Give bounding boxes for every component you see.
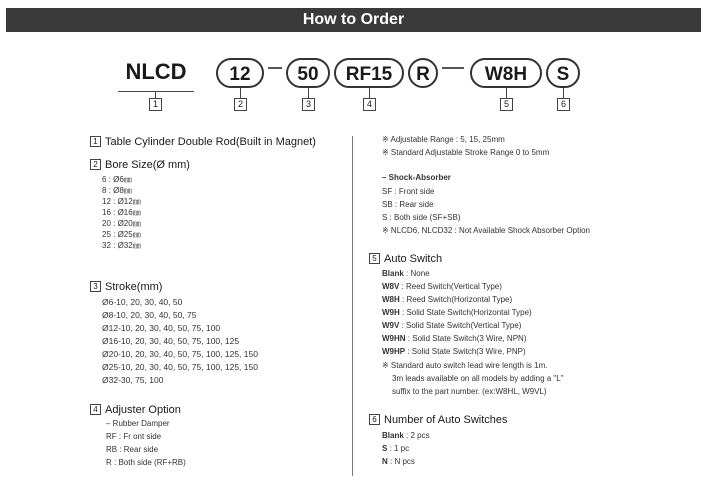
bore-item: 6 : Ø6㎜ xyxy=(102,175,132,184)
connector-5 xyxy=(506,88,507,98)
switch-item xyxy=(382,308,532,318)
switch-item xyxy=(382,282,502,292)
switch-desc: : Reed Switch(Horizontal Type) xyxy=(399,295,513,304)
switch-item xyxy=(382,321,521,331)
qty-desc: : 1 pc xyxy=(387,444,410,453)
switch-note: 3m leads available on all models by adding a "L" xyxy=(392,374,564,383)
switch-item xyxy=(382,295,512,305)
bore-item: 12 : Ø12㎜ xyxy=(102,197,141,206)
column-divider xyxy=(352,136,353,476)
switch-code: W8H xyxy=(382,295,400,304)
switch-desc: : Solid State Switch(Horizontal Type) xyxy=(399,308,532,317)
section-3-title xyxy=(90,281,162,294)
shock-note: ※ NLCD6, NLCD32 : Not Available Shock Absorber Option xyxy=(382,226,590,235)
marker-5: 5 xyxy=(500,98,513,111)
stroke-item: Ø8-10, 20, 30, 40, 50, 75 xyxy=(102,310,197,320)
code-switch: W8H xyxy=(470,58,542,88)
connector-4 xyxy=(369,88,370,98)
shock-subtitle: – Shock-Absorber xyxy=(382,173,451,182)
section-1-label: Table Cylinder Double Rod(Built in Magnet) xyxy=(105,136,316,148)
switch-code: W9H xyxy=(382,308,400,317)
model-code: NLCD xyxy=(125,59,187,84)
qty-code: N xyxy=(382,457,388,466)
switch-item xyxy=(382,269,430,279)
code-switch-qty: S xyxy=(546,58,580,88)
adjuster-note: ※ Standard Adjustable Stroke Range 0 to 5mm xyxy=(382,148,550,157)
adjuster-item: RF : Fr ont side xyxy=(106,432,162,441)
bore-item: 8 : Ø8㎜ xyxy=(102,186,132,195)
model-underline xyxy=(118,91,194,92)
shock-item: S : Both side (SF+SB) xyxy=(382,213,461,222)
switch-desc: : None xyxy=(403,269,430,278)
code-adjuster: RF15 xyxy=(334,58,404,88)
switch-desc: : Reed Switch(Vertical Type) xyxy=(399,282,502,291)
switch-code: Blank xyxy=(382,269,404,278)
connector-2 xyxy=(240,88,241,98)
marker-3: 3 xyxy=(302,98,315,111)
section-2-number: 2 xyxy=(90,159,101,170)
qty-item xyxy=(382,457,415,467)
adjuster-item: RB : Rear side xyxy=(106,445,159,454)
section-5-label: Auto Switch xyxy=(384,253,443,265)
shock-item: SF : Front side xyxy=(382,187,435,196)
qty-item xyxy=(382,431,430,441)
bore-item: 32 : Ø32㎜ xyxy=(102,241,141,250)
switch-note: suffix to the part number. (ex:W8HL, W9VL) xyxy=(392,387,547,396)
switch-code: W9V xyxy=(382,321,400,330)
stroke-item: Ø16-10, 20, 30, 40, 50, 75, 100, 125 xyxy=(102,336,240,346)
qty-desc: : N pcs xyxy=(387,457,415,466)
section-3-label: Stroke(mm) xyxy=(105,281,163,293)
switch-item xyxy=(382,334,526,344)
switch-note: ※ Standard auto switch lead wire length is 1m. xyxy=(382,361,548,370)
shock-item: SB : Rear side xyxy=(382,200,434,209)
stroke-item: Ø32-30, 75, 100 xyxy=(102,375,164,385)
header-title: How to Order xyxy=(302,11,405,28)
bore-item: 25 : Ø25㎜ xyxy=(102,230,141,239)
section-5-title xyxy=(369,253,442,266)
switch-item xyxy=(382,347,526,357)
marker-4: 4 xyxy=(363,98,376,111)
section-3-number: 3 xyxy=(90,281,101,292)
section-4-number: 4 xyxy=(90,404,101,415)
switch-code: W8V xyxy=(382,282,400,291)
qty-item xyxy=(382,444,409,454)
section-6-title xyxy=(369,414,508,427)
header-bar xyxy=(6,8,701,32)
connector-3 xyxy=(308,88,309,98)
marker-6: 6 xyxy=(557,98,570,111)
connector-6 xyxy=(563,88,564,98)
section-6-number: 6 xyxy=(369,414,380,425)
qty-code: Blank xyxy=(382,431,404,440)
stroke-item: Ø25-10, 20, 30, 40, 50, 75, 100, 125, 150 xyxy=(102,362,258,372)
connector-1 xyxy=(155,91,156,98)
code-dash-2 xyxy=(442,67,464,69)
switch-code: W9HN xyxy=(382,334,406,343)
code-shock: R xyxy=(408,58,438,88)
adjuster-item: R : Both side (RF+RB) xyxy=(106,458,186,467)
section-1-number: 1 xyxy=(90,136,101,147)
switch-desc: : Solid State Switch(3 Wire, NPN) xyxy=(405,334,527,343)
code-bore: 12 xyxy=(216,58,264,88)
marker-2: 2 xyxy=(234,98,247,111)
marker-1: 1 xyxy=(149,98,162,111)
qty-desc: : 2 pcs xyxy=(403,431,430,440)
stroke-item: Ø20-10, 20, 30, 40, 50, 75, 100, 125, 150 xyxy=(102,349,258,359)
bore-item: 20 : Ø20㎜ xyxy=(102,219,141,228)
switch-code: W9HP xyxy=(382,347,406,356)
section-6-label: Number of Auto Switches xyxy=(384,414,508,426)
code-dash-1 xyxy=(268,67,282,69)
switch-desc: : Solid State Switch(Vertical Type) xyxy=(399,321,522,330)
section-2-title xyxy=(90,159,190,172)
section-2-label: Bore Size(Ø mm) xyxy=(105,159,190,171)
qty-code: S xyxy=(382,444,388,453)
stroke-item: Ø6-10, 20, 30, 40, 50 xyxy=(102,297,183,307)
adjuster-note: ※ Adjustable Range : 5, 15, 25mm xyxy=(382,135,505,144)
adjuster-subtitle: – Rubber Damper xyxy=(106,419,170,428)
section-5-number: 5 xyxy=(369,253,380,264)
stroke-item: Ø12-10, 20, 30, 40, 50, 75, 100 xyxy=(102,323,221,333)
section-1-title xyxy=(90,136,316,149)
section-4-label: Adjuster Option xyxy=(105,404,181,416)
section-4-title xyxy=(90,404,181,417)
switch-desc: : Solid State Switch(3 Wire, PNP) xyxy=(405,347,526,356)
code-stroke: 50 xyxy=(286,58,330,88)
bore-item: 16 : Ø16㎜ xyxy=(102,208,141,217)
